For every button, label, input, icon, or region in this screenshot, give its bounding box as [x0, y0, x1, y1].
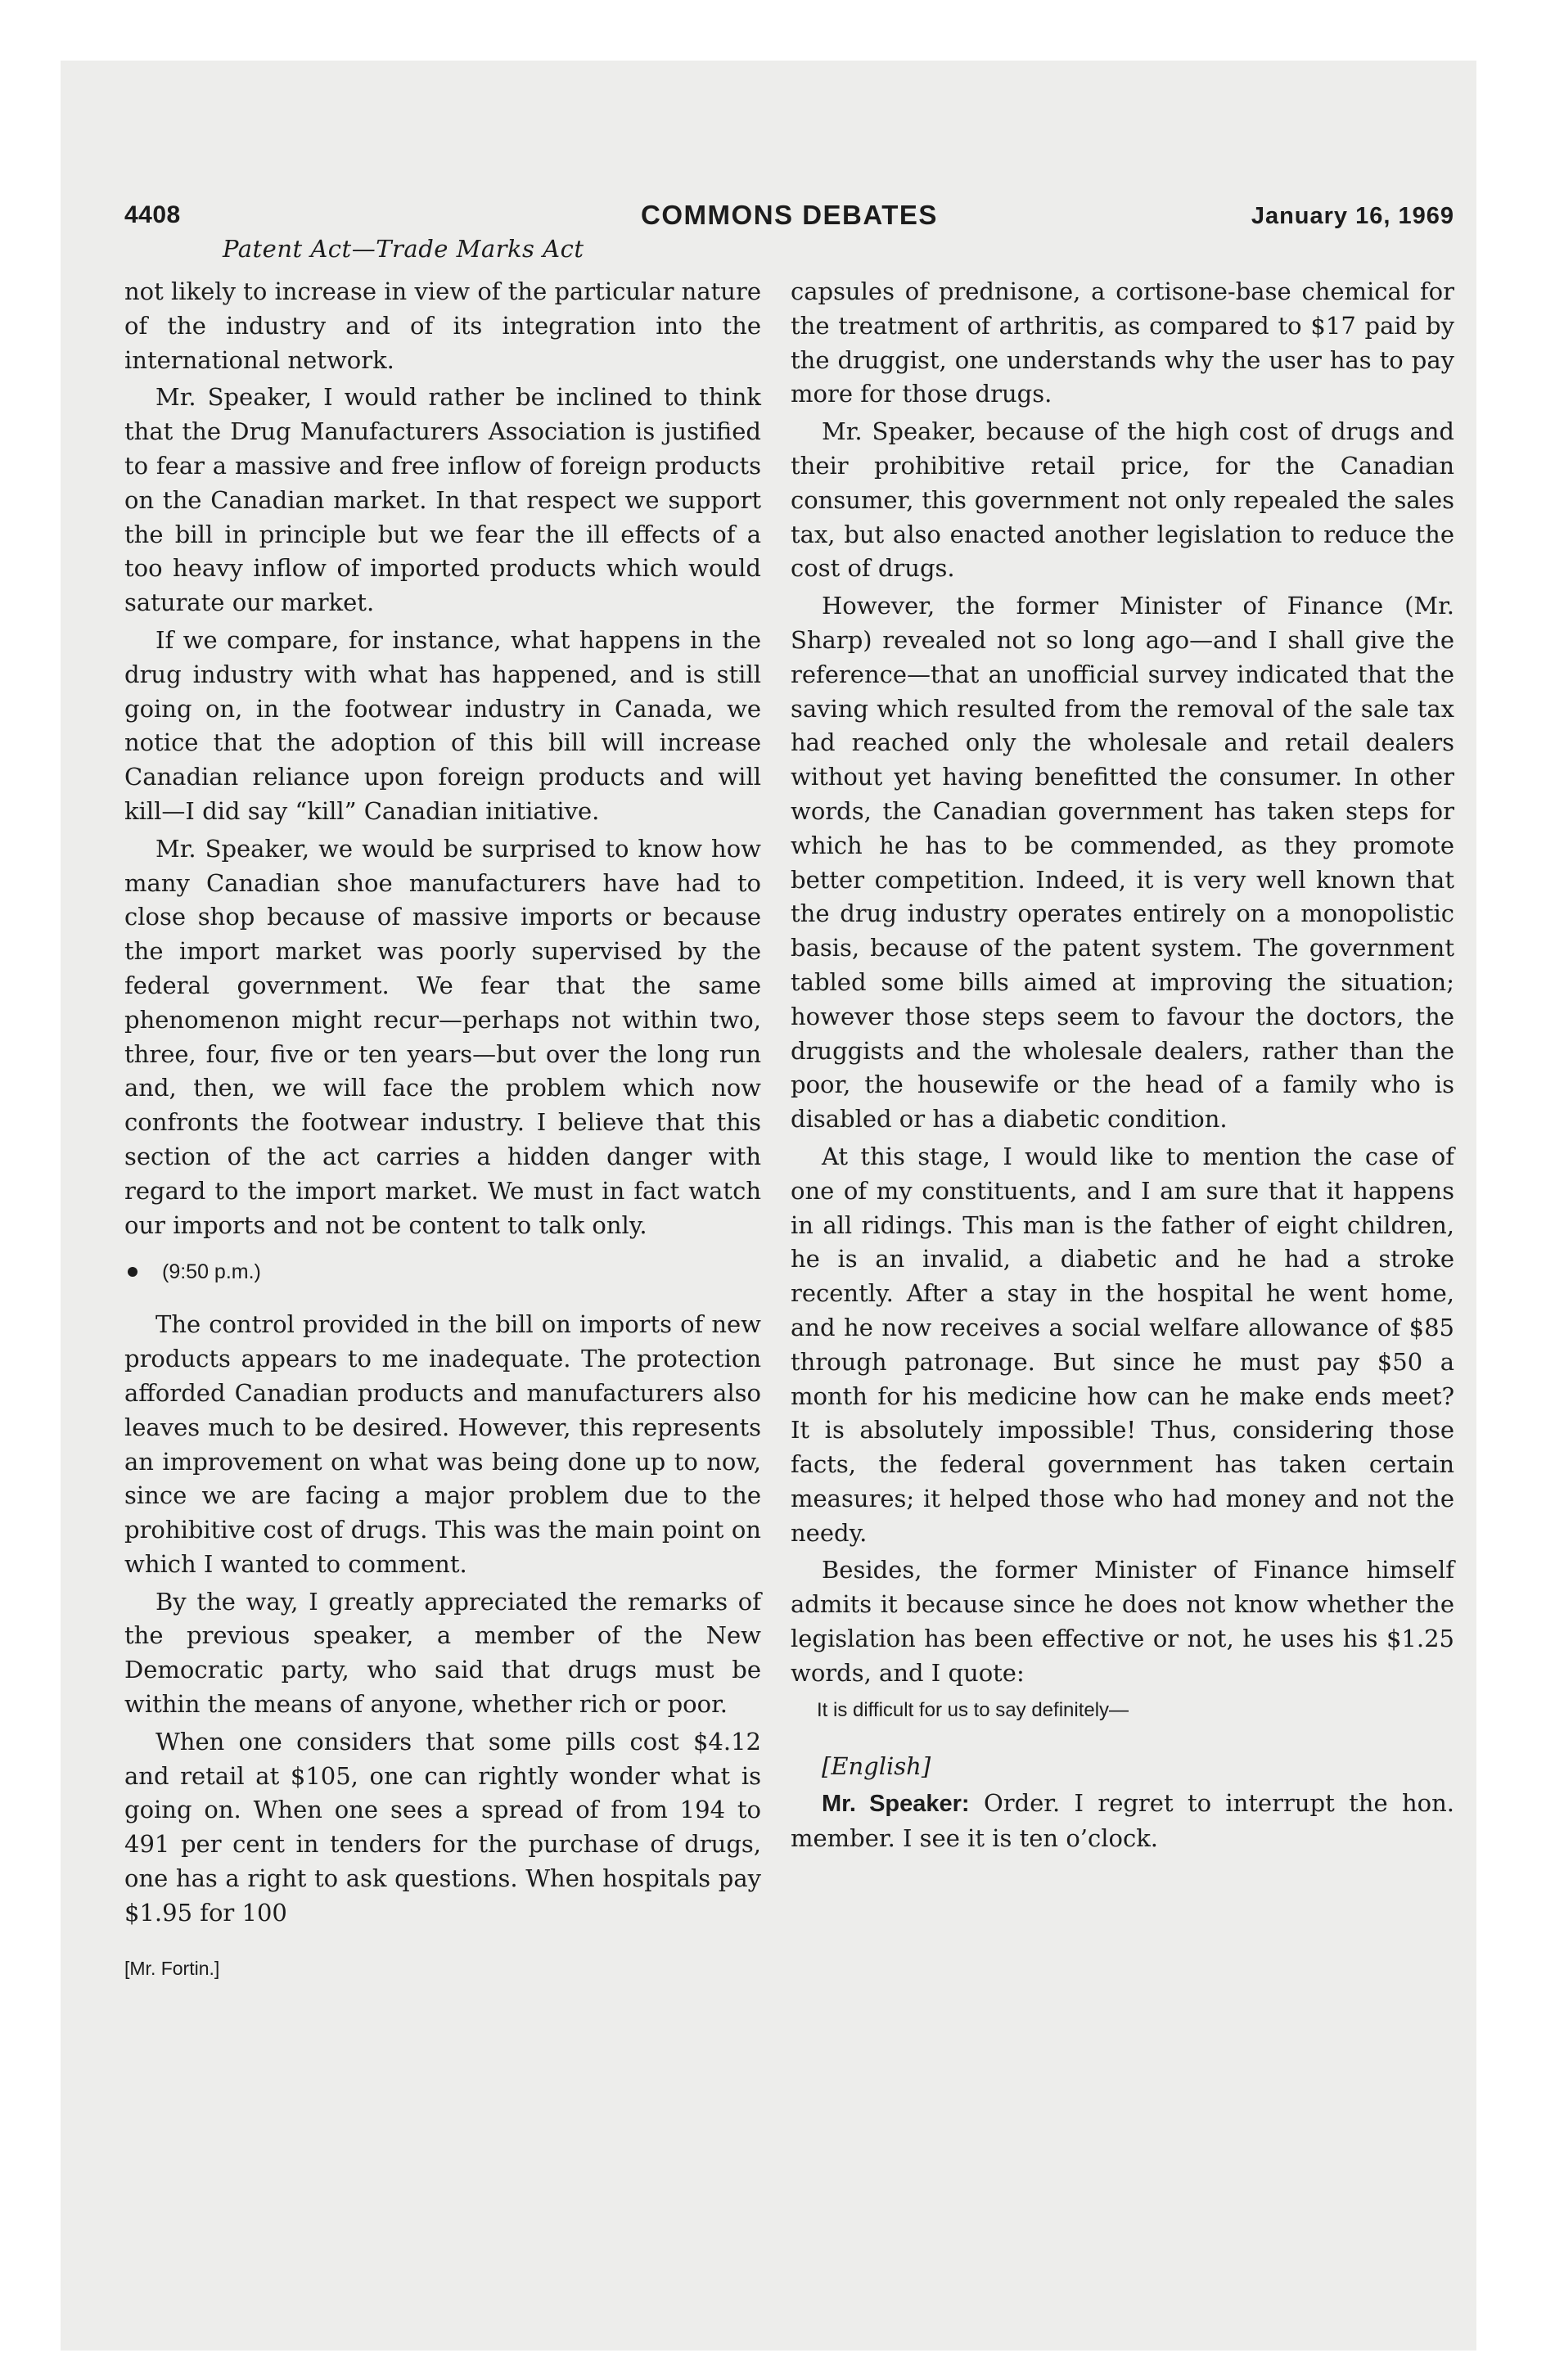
paragraph: Mr. Speaker, we would be surprised to know how many Canadian shoe manufacturers have had to close shop because of massive imports or because the import market was poorly supervised by the federal government. We fear that the same phenomenon might recur—perhaps not within two, three, four, five or ten years—but over the long run and, then, we will face the problem which now confronts the footwear industry. I believe that this section of the act carries a hidden danger with regard to the import market. We must in fact watch our imports and not be content to talk only. — [124, 834, 761, 1239]
left-column — [124, 275, 761, 1986]
quote-excerpt: It is difficult for us to say definitely— — [817, 1698, 1129, 1721]
paragraph: capsules of prednisone, a cortisone-base chemical for the treatment of arthritis, as compared to $17 paid by the druggist, one understands why the user has to pay more for those drugs. — [791, 277, 1454, 408]
header-date: January 16, 1969 — [1251, 203, 1454, 229]
paragraph: Mr. Speaker, because of the high cost of drugs and their prohibitive retail price, for the Canadian consumer, this government not only repealed the sales tax, but also enacted another legislation to reduce the cost of drugs. — [791, 417, 1454, 583]
time-stamp-text: (9:50 p.m.) — [162, 1260, 261, 1284]
page-header — [124, 196, 1454, 237]
subject-line: Patent Act—Trade Marks Act — [223, 235, 584, 263]
paragraph: The control provided in the bill on imports of new products appears to me inadequate. The protection afforded Canadian products and manufacturers also leaves much to be desired. However, this represents an improvement on what was being done up to now, since we are facing a major problem due to the prohibitive cost of drugs. This was the main point on which I wanted to comment. — [124, 1310, 761, 1578]
paragraph: At this stage, I would like to mention the case of one of my constituents, and I am sure that it happens in all ridings. This man is the father of eight children, he is an invalid, a diabetic and he had a stroke recently. After a stay in the hospital he went home, and he now receives a social welfare allowance of $85 through patronage. But since he must pay $50 a month for his medicine how can he make ends meet? It is absolutely impossible! Thus, considering those facts, the federal government has taken certain measures; it helped those who had money and not the needy. — [791, 1142, 1454, 1547]
page-number: 4408 — [124, 201, 181, 228]
running-head-title: COMMONS DEBATES — [641, 200, 938, 230]
paragraph: If we compare, for instance, what happens in the drug industry with what has happened, and is still going on, in the footwear industry in Canada, we notice that the adoption of this bill will increase Canadian reliance upon foreign products and will kill—I did say “kill” Canadian initiative. — [124, 625, 761, 825]
speaker-text: Order. I regret to interrupt the hon. member. I see it is ten o’clock. — [791, 1789, 1454, 1853]
paragraph: Besides, the former Minister of Finance himself admits it because since he does not know whether the legislation has been effective or not, he uses his $1.25 words, and I quote: — [791, 1556, 1454, 1687]
speaker-name: Mr. Speaker: — [822, 1791, 970, 1818]
language-tag: [English] — [822, 1751, 931, 1780]
paragraph: not likely to increase in view of the particular nature of the industry and of its integration into the international network. — [124, 277, 761, 374]
paragraph: However, the former Minister of Finance (Mr. Sharp) revealed not so long ago—and I shall give the reference—that an unofficial survey indicated that the saving which resulted from the removal of the sale tax had reached only the wholesale and retail dealers without yet having benefitted the consumer. In other words, the Canadian government has taken steps for which he has to be commended, as they promote better competition. Indeed, it is very well known that the drug industry operates entirely on a monopolistic basis, because of the patent system. The government tabled some bills aimed at improving the situation; however those steps seem to favour the doctors, the druggists and the wholesale dealers, rather than the poor, the housewife or the head of a family who is disabled or has a diabetic condition. — [791, 592, 1454, 1134]
paragraph: When one considers that some pills cost $4.12 and retail at $105, one can rightly wonder what is going on. When one sees a spread of from 194 to 491 per cent in tenders for the purchase of drugs, one has a right to ask questions. When hospitals pay $1.95 for 100 — [124, 1727, 761, 1927]
speaker-attribution: [Mr. Fortin.] — [124, 1957, 220, 1979]
bullet-icon — [128, 1267, 137, 1277]
right-column — [791, 275, 1454, 1859]
paragraph: By the way, I greatly appreciated the remarks of the previous speaker, a member of the New Democratic party, who said that drugs must be within the means of anyone, whether rich or poor. — [124, 1587, 761, 1719]
paragraph: Mr. Speaker, I would rather be inclined to think that the Drug Manufacturers Association is justified to fear a massive and free inflow of foreign products on the Canadian market. In that respect we support the bill in principle but we fear the ill effects of a too heavy inflow of imported products which would saturate our market. — [124, 383, 761, 617]
time-stamp — [124, 1257, 761, 1287]
speaker-paragraph — [791, 1787, 1454, 1856]
